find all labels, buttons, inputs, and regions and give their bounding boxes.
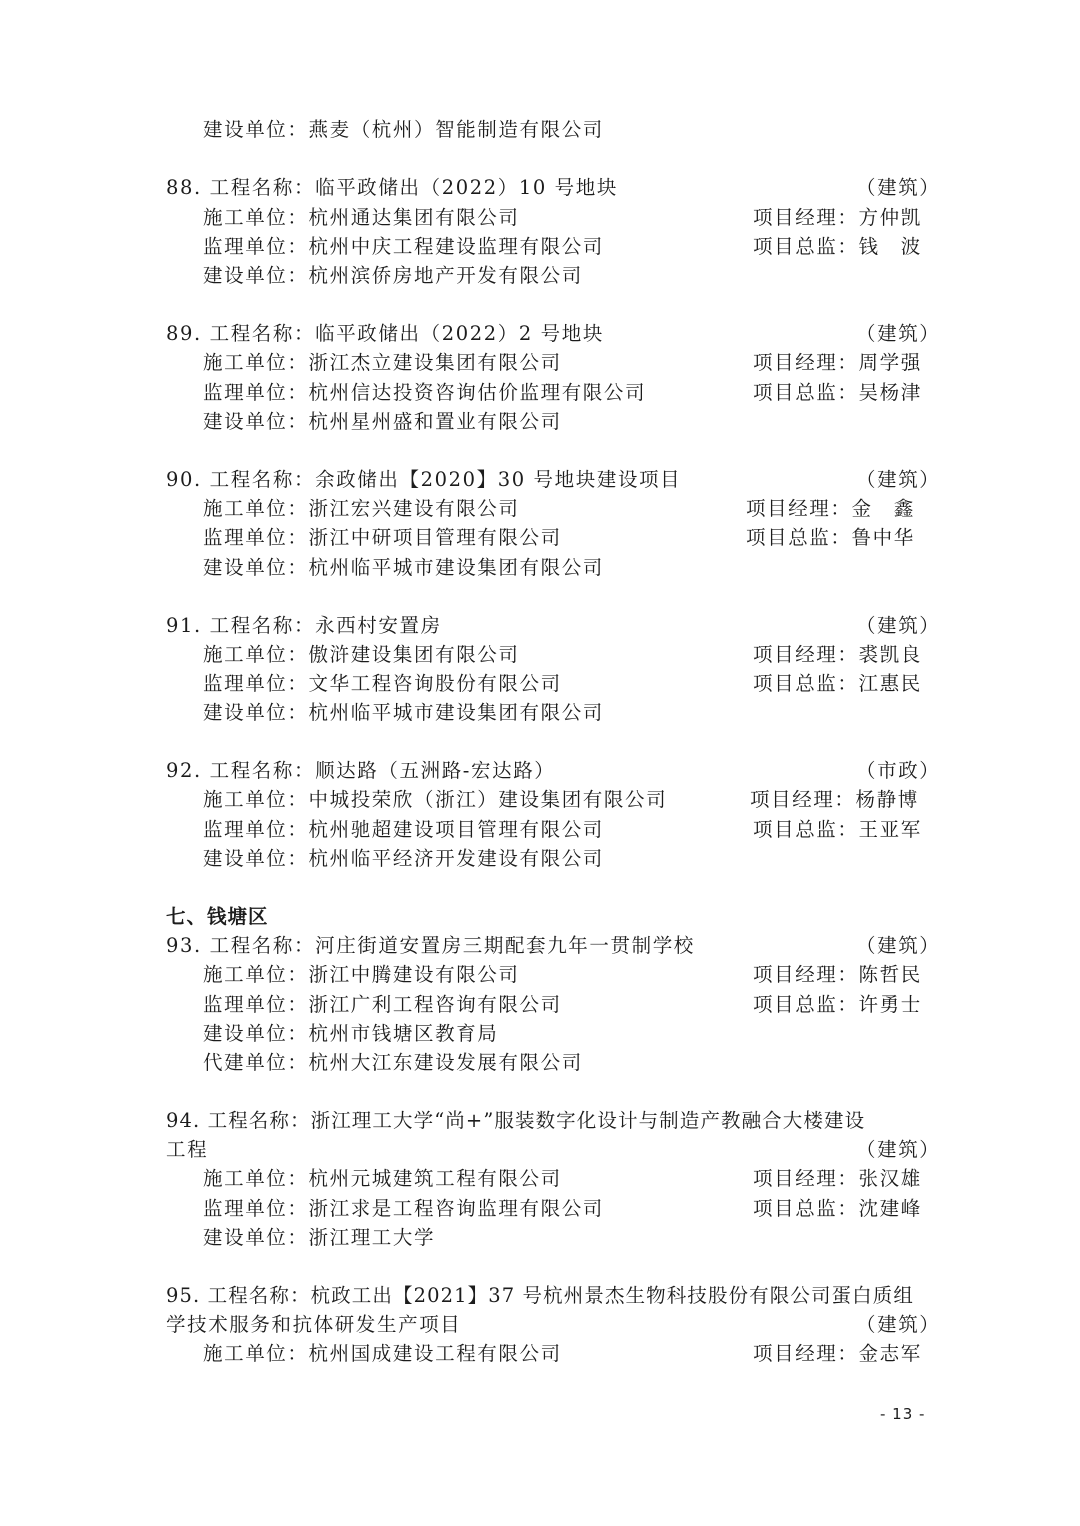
text-line: 监理单位：杭州中庆工程建设监理有限公司 xyxy=(203,235,604,258)
text-line: 建设单位：杭州临平经济开发建设有限公司 xyxy=(203,847,604,870)
text-line: 代建单位：杭州大江东建设发展有限公司 xyxy=(203,1051,583,1074)
project-title-88: 88. 工程名称：临平政储出（2022）10 号地块 xyxy=(166,176,618,199)
text-line: 施工单位：杭州元城建筑工程有限公司 xyxy=(203,1167,562,1190)
text-line: 项目总监：钱 波 xyxy=(753,235,922,258)
text-line: 建设单位：杭州临平城市建设集团有限公司 xyxy=(203,701,604,724)
project-title-93: 93. 工程名称：河庄街道安置房三期配套九年一贯制学校 xyxy=(166,934,695,957)
text-line: 施工单位：浙江杰立建设集团有限公司 xyxy=(203,351,562,374)
text-line: 监理单位：浙江中研项目管理有限公司 xyxy=(203,526,562,549)
text-line: 监理单位：杭州驰超建设项目管理有限公司 xyxy=(203,818,604,841)
project-title-89: 89. 工程名称：临平政储出（2022）2 号地块 xyxy=(166,322,604,345)
text-line: 项目经理：金 鑫 xyxy=(746,497,915,520)
project-title-91: 91. 工程名称：永西村安置房 xyxy=(166,614,442,637)
text-line: 监理单位：文华工程咨询股份有限公司 xyxy=(203,672,562,695)
text-line: 施工单位：中城投荣欣（浙江）建设集团有限公司 xyxy=(203,788,668,811)
text-line: 建设单位：杭州滨侨房地产开发有限公司 xyxy=(203,264,583,287)
project-title-continued: 学技术服务和抗体研发生产项目 xyxy=(166,1313,462,1336)
text-line: 施工单位：浙江宏兴建设有限公司 xyxy=(203,497,520,520)
text-line: 施工单位：傲浒建设集团有限公司 xyxy=(203,643,520,666)
project-category: （建筑） xyxy=(856,322,941,345)
text-line: 项目总监：吴杨津 xyxy=(753,381,922,404)
text-line: 建设单位：杭州市钱塘区教育局 xyxy=(203,1022,499,1045)
project-title-95: 95. 工程名称：杭政工出【2021】37 号杭州景杰生物科技股份有限公司蛋白质组 xyxy=(166,1284,914,1307)
text-line: 项目总监：王亚军 xyxy=(753,818,922,841)
text-line: 施工单位：杭州通达集团有限公司 xyxy=(203,206,520,229)
project-category: （市政） xyxy=(856,759,941,782)
text-line: 项目经理：陈哲民 xyxy=(753,963,922,986)
page-number: - 13 - xyxy=(880,1405,926,1423)
section-heading: 七、钱塘区 xyxy=(166,905,269,928)
text-line: 项目经理：方仲凯 xyxy=(753,206,922,229)
project-category: （建筑） xyxy=(856,614,941,637)
project-category: （建筑） xyxy=(856,934,941,957)
project-title-92: 92. 工程名称：顺达路（五洲路-宏达路） xyxy=(166,759,556,782)
text-line: 项目总监：江惠民 xyxy=(753,672,922,695)
text-line: 项目总监：沈建峰 xyxy=(753,1197,922,1220)
text-line: 建设单位：杭州星州盛和置业有限公司 xyxy=(203,410,562,433)
text-line: 监理单位：杭州信达投资咨询估价监理有限公司 xyxy=(203,381,647,404)
text-line: 项目经理：周学强 xyxy=(753,351,922,374)
text-line: 项目经理：裘凯良 xyxy=(753,643,922,666)
text-line: 监理单位：浙江广利工程咨询有限公司 xyxy=(203,993,562,1016)
project-category: （建筑） xyxy=(856,1313,941,1336)
text-line: 监理单位：浙江求是工程咨询监理有限公司 xyxy=(203,1197,604,1220)
text-line: 项目经理：金志军 xyxy=(753,1342,922,1365)
text-line: 项目经理：张汉雄 xyxy=(753,1167,922,1190)
text-line: 施工单位：杭州国成建设工程有限公司 xyxy=(203,1342,562,1365)
project-title-90: 90. 工程名称：余政储出【2020】30 号地块建设项目 xyxy=(166,468,682,491)
project-title-94: 94. 工程名称：浙江理工大学“尚+”服装数字化设计与制造产教融合大楼建设 xyxy=(166,1109,866,1132)
project-title-continued: 工程 xyxy=(166,1138,209,1161)
text-line: 项目经理：杨静博 xyxy=(750,788,919,811)
text-line: 项目总监：鲁中华 xyxy=(746,526,915,549)
text-line: 建设单位：浙江理工大学 xyxy=(203,1226,436,1249)
text-line: 施工单位：浙江中腾建设有限公司 xyxy=(203,963,520,986)
project-category: （建筑） xyxy=(856,468,941,491)
text-line: 建设单位：杭州临平城市建设集团有限公司 xyxy=(203,556,604,579)
project-category: （建筑） xyxy=(856,1138,941,1161)
project-category: （建筑） xyxy=(856,176,941,199)
text-line: 项目总监：许勇士 xyxy=(753,993,922,1016)
text-line: 建设单位：燕麦（杭州）智能制造有限公司 xyxy=(203,118,604,141)
